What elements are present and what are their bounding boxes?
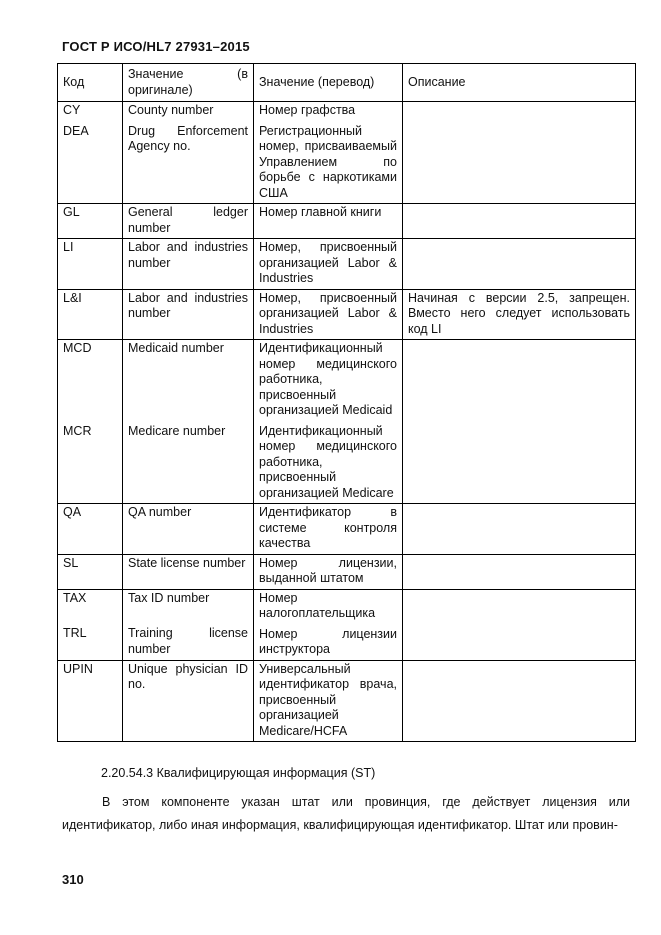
code-value: DEA	[63, 123, 89, 138]
translation-cell	[254, 589, 403, 660]
code-value: TRL	[63, 626, 87, 640]
original-value: Labor and industries number	[123, 289, 254, 340]
description-cell	[403, 102, 636, 204]
description-cell	[403, 340, 636, 504]
translation-value: Номер, присвоенный организацией Labor & Industries	[254, 289, 403, 340]
original-cell	[123, 102, 254, 204]
description-value	[403, 504, 636, 555]
original-value: Medicare number	[128, 423, 226, 438]
table-row	[58, 554, 636, 589]
table-row	[58, 340, 636, 504]
translation-value: Идентификационный номер медицинского работника, присвоенный организацией Medicaid	[259, 341, 397, 417]
table-row	[58, 102, 636, 204]
original-value: Drug Enforcement Agency no.	[128, 123, 248, 153]
translation-value: Идентификатор в системе контроля качества	[254, 504, 403, 555]
description-cell	[403, 589, 636, 660]
translation-cell	[254, 102, 403, 204]
original-value: Medicaid number	[128, 341, 224, 355]
original-value: Training license number	[128, 626, 248, 656]
column-header-code: Код	[58, 64, 123, 102]
table-row	[58, 289, 636, 340]
code-value: UPIN	[58, 660, 123, 742]
description-value	[403, 554, 636, 589]
original-cell	[123, 589, 254, 660]
translation-value: Номер лицензии инструктора	[259, 626, 397, 656]
translation-value: Универсальный идентификатор врача, присвоенный организацией Medicare/HCFA	[254, 660, 403, 742]
section-heading: 2.20.54.3 Квалифицирующая информация (ST)	[101, 766, 376, 780]
body-paragraph: В этом компоненте указан штат или провинция, где действует лицензия или идентификатор, либо иная информация, квалифицирующая идентификатор. Штат или провин-	[62, 795, 630, 832]
code-value: MCD	[63, 341, 92, 355]
description-value	[403, 239, 636, 290]
code-cell	[58, 102, 123, 204]
table-row	[58, 589, 636, 660]
table-header-row	[58, 64, 636, 102]
original-cell	[123, 340, 254, 504]
column-header-original: Значение (в оригинале)	[123, 64, 254, 102]
translation-value: Идентификационный номер медицинского работника, присвоенный организацией Medicare	[259, 423, 397, 500]
table-row	[58, 504, 636, 555]
translation-value: Номер, присвоенный организацией Labor & Industries	[254, 239, 403, 290]
code-value: CY	[63, 103, 81, 117]
code-value: QA	[58, 504, 123, 555]
original-value: General ledger number	[123, 204, 254, 239]
column-header-description: Описание	[403, 64, 636, 102]
translation-value: Номер графства	[259, 103, 356, 117]
original-value: County number	[128, 103, 214, 117]
codes-table	[57, 63, 636, 742]
original-value: Unique physician ID no.	[123, 660, 254, 742]
code-value: SL	[58, 554, 123, 589]
table-row	[58, 204, 636, 239]
code-value: MCR	[63, 423, 92, 438]
description-value: Начиная с версии 2.5, запрещен. Вместо него следует использовать код LI	[403, 289, 636, 340]
translation-cell	[254, 340, 403, 504]
translation-value: Номер главной книги	[254, 204, 403, 239]
code-value: L&I	[58, 289, 123, 340]
code-cell	[58, 340, 123, 504]
translation-value: Номер лицензии, выданной штатом	[254, 554, 403, 589]
document-header: ГОСТ Р ИСО/HL7 27931–2015	[62, 39, 250, 54]
description-value	[403, 204, 636, 239]
original-value: Labor and industries number	[123, 239, 254, 290]
table-row	[58, 239, 636, 290]
description-value	[403, 660, 636, 742]
table-row	[58, 660, 636, 742]
original-value: Tax ID number	[128, 590, 210, 605]
translation-value: Регистрационный номер, присваиваемый Управлением по борьбе с наркотиками США	[259, 123, 397, 200]
code-value: LI	[58, 239, 123, 290]
original-value: QA number	[123, 504, 254, 555]
code-value: TAX	[63, 590, 87, 605]
page-number: 310	[62, 872, 84, 887]
column-header-translation: Значение (перевод)	[254, 64, 403, 102]
translation-value: Номер налогоплательщика	[259, 590, 376, 620]
code-cell	[58, 589, 123, 660]
code-value: GL	[58, 204, 123, 239]
original-value: State license number	[123, 554, 254, 589]
